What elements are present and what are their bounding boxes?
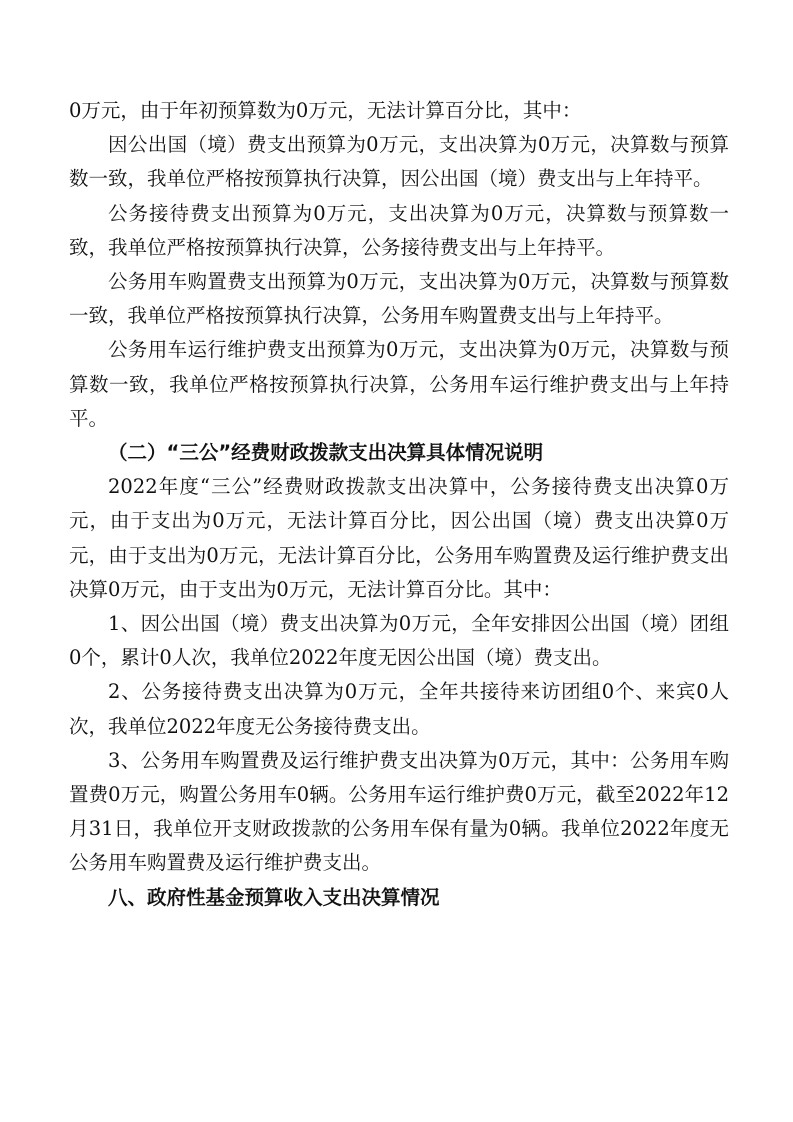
document-body	[69, 94, 729, 915]
paragraph-item-3-vehicle: 3、公务用车购置费及运行维护费支出决算为0万元，其中：公务用车购置费0万元，购置公务用车0辆。公务用车运行维护费0万元，截至2022年12月31日，我单位开支财政拨款的公务用车保有量为0辆。我单位2022年度无公务用车购置费及运行维护费支出。	[69, 748, 729, 875]
paragraph-reception-budget: 公务接待费支出预算为0万元，支出决算为0万元，决算数与预算数一致，我单位严格按预算执行决算，公务接待费支出与上年持平。	[69, 201, 729, 259]
section-heading-three-public: （二）“三公”经费财政拨款支出决算具体情况说明	[108, 441, 544, 465]
paragraph-continuation: 0万元，由于年初预算数为0万元，无法计算百分比，其中：	[69, 99, 582, 122]
paragraph-item-2-reception: 2、公务接待费支出决算为0万元，全年共接待来访团组0个、来宾0人次，我单位2022年度无公务接待费支出。	[69, 680, 729, 738]
paragraph-vehicle-purchase-budget: 公务用车购置费支出预算为0万元，支出决算为0万元，决算数与预算数一致，我单位严格按预算执行决算，公务用车购置费支出与上年持平。	[69, 270, 729, 328]
section-heading-government-fund: 八、政府性基金预算收入支出决算情况	[108, 885, 440, 909]
paragraph-item-1-overseas: 1、因公出国（境）费支出决算为0万元，全年安排因公出国（境）团组0个，累计0人次，我单位2022年度无因公出国（境）费支出。	[69, 612, 729, 670]
paragraph-2022-summary: 2022年度“三公”经费财政拨款支出决算中，公务接待费支出决算0万元，由于支出为0万元，无法计算百分比，因公出国（境）费支出决算0万元，由于支出为0万元，无法计算百分比，公务用车购置费及运行维护费支出决算0万元，由于支出为0万元，无法计算百分比。其中：	[69, 475, 729, 601]
paragraph-vehicle-maintenance-budget: 公务用车运行维护费支出预算为0万元，支出决算为0万元，决算数与预算数一致，我单位严格按预算执行决算，公务用车运行维护费支出与上年持平。	[69, 338, 729, 430]
paragraph-overseas-travel-budget: 因公出国（境）费支出预算为0万元，支出决算为0万元，决算数与预算数一致，我单位严格按预算执行决算，因公出国（境）费支出与上年持平。	[69, 133, 729, 191]
